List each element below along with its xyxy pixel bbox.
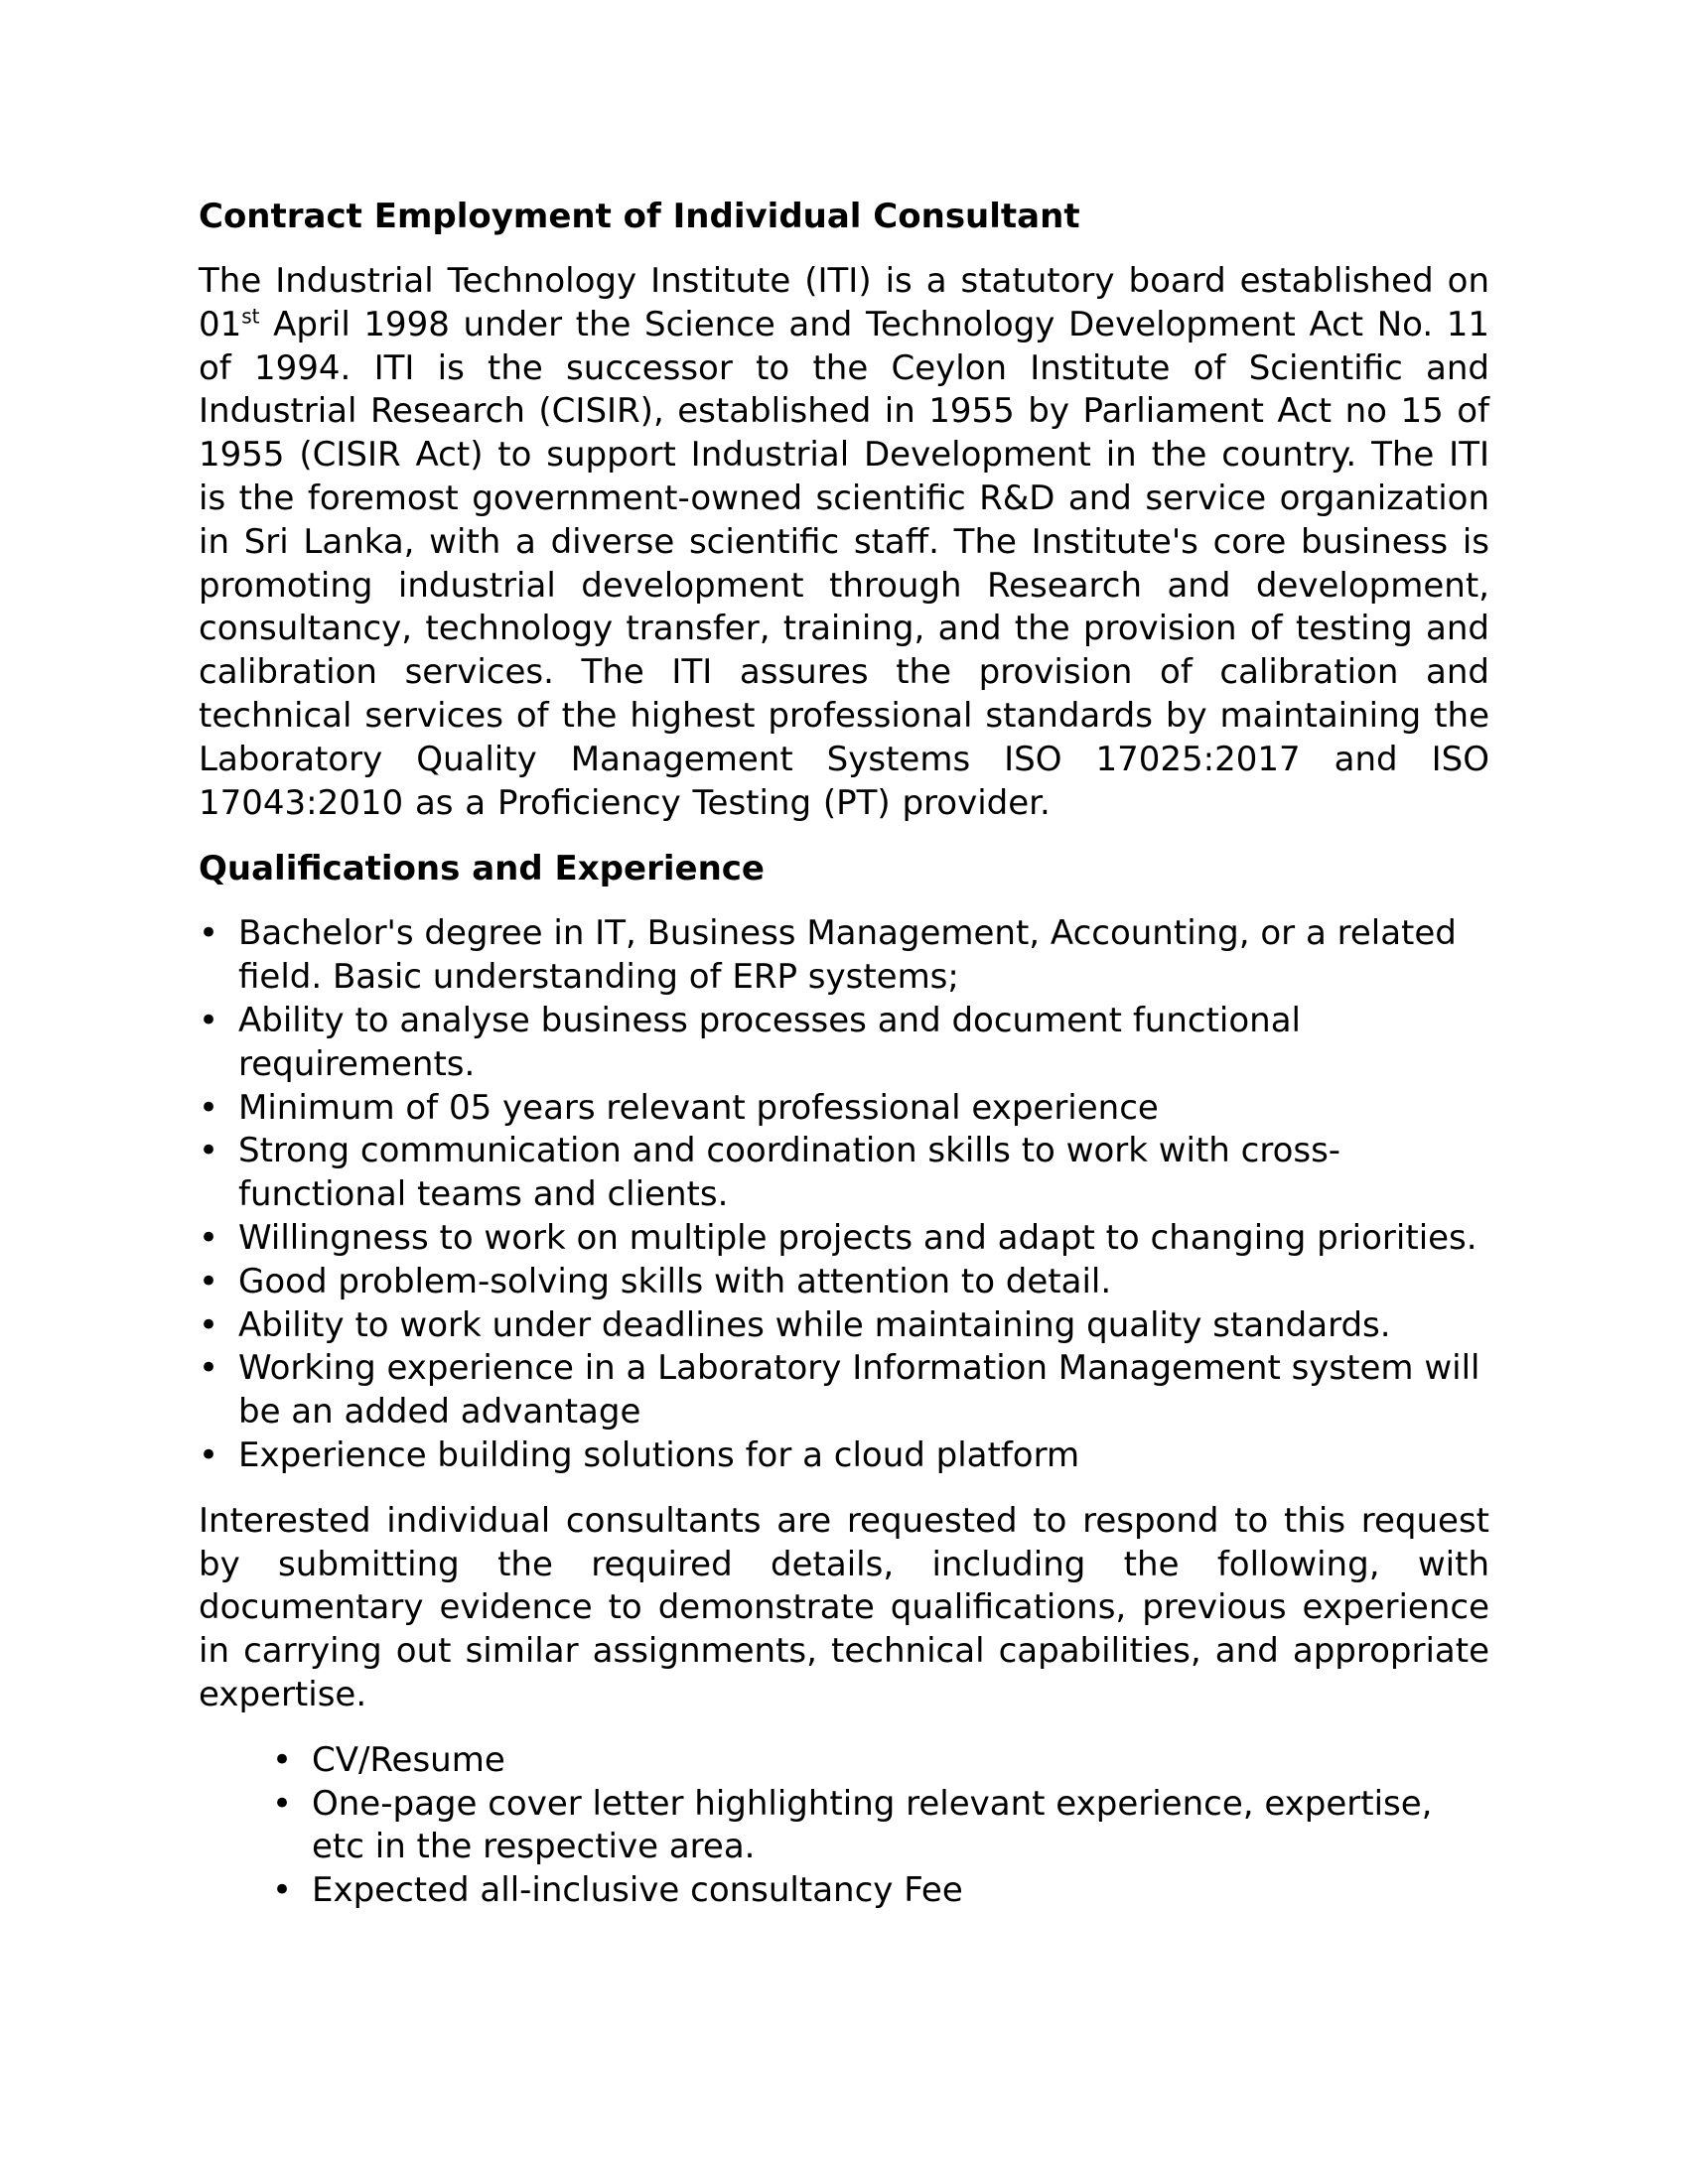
submission-list bbox=[199, 1739, 1489, 1913]
intro-ordinal: st bbox=[241, 304, 260, 329]
intro-rest: April 1998 under the Science and Technology Development Act No. 11 of 1994. ITI is the successor to the Ceylon Institute of Scientific and Industrial Research (CISIR), established in 1955 by Parliament Act no 15 of 1955 (CISIR Act) to support Industrial Development in the country. The ITI is the foremost government-owned scientific R&D and service organization in Sri Lanka, with a diverse scientific staff. The Institute's core business is promoting industrial development through Research and development, consultancy, technology transfer, training, and the provision of testing and calibration services. The ITI assures the provision of calibration and technical services of the highest professional standards by maintaining the Laboratory Quality Management Systems ISO 17025:2017 and ISO 17043:2010 as a Proficiency Testing (PT) provider. bbox=[199, 304, 1489, 823]
bullet-icon: • bbox=[272, 1739, 293, 1780]
list-item-text: Good problem-solving skills with attention to detail. bbox=[238, 1261, 1112, 1301]
list-item bbox=[199, 1217, 1489, 1261]
bullet-icon: • bbox=[199, 1434, 219, 1475]
list-item bbox=[272, 1783, 1489, 1870]
bullet-icon: • bbox=[199, 1217, 219, 1258]
bullet-icon: • bbox=[272, 1870, 293, 1911]
bullet-icon: • bbox=[199, 1304, 219, 1345]
list-item-text: Ability to analyse business processes and document functional requirements. bbox=[238, 1000, 1301, 1084]
list-item-text: Expected all-inclusive consultancy Fee bbox=[312, 1870, 963, 1911]
intro-first-line: The Industrial Technology Institute (ITI) is a statutory board established on bbox=[199, 261, 1489, 301]
list-item bbox=[199, 912, 1489, 1000]
list-item-text: Ability to work under deadlines while maintaining quality standards. bbox=[238, 1304, 1391, 1345]
list-item bbox=[199, 1130, 1489, 1217]
list-item bbox=[199, 1304, 1489, 1348]
list-item-text: Experience building solutions for a cloud platform bbox=[238, 1434, 1080, 1475]
bullet-icon: • bbox=[199, 1131, 219, 1171]
list-item bbox=[199, 1000, 1489, 1087]
qualifications-list bbox=[199, 912, 1489, 1477]
list-item bbox=[199, 1347, 1489, 1434]
request-paragraph: Interested individual consultants are requested to respond to this request by submitting the required details, including the following, with documentary evidence to demonstrate qualifications, previous experience in carrying out similar assignments, technical capabilities, and appropriate expertise. bbox=[199, 1500, 1489, 1714]
intro-paragraph bbox=[199, 260, 1489, 825]
bullet-icon: • bbox=[199, 1348, 219, 1389]
bullet-icon: • bbox=[199, 1000, 219, 1040]
list-item bbox=[199, 1434, 1489, 1478]
document-page bbox=[199, 195, 1489, 1935]
list-item-text: One-page cover letter highlighting relevant experience, expertise, etc in the respective area. bbox=[312, 1783, 1433, 1867]
list-item bbox=[272, 1739, 1489, 1783]
list-item-text: Strong communication and coordination skills to work with cross-functional teams and clients. bbox=[238, 1131, 1341, 1215]
list-item-text: Minimum of 05 years relevant professional experience bbox=[238, 1087, 1159, 1128]
list-item bbox=[272, 1869, 1489, 1913]
list-item-text: Bachelor's degree in IT, Business Management, Accounting, or a related field. Basic understanding of ERP systems; bbox=[238, 913, 1457, 998]
bullet-icon: • bbox=[199, 1087, 219, 1128]
list-item bbox=[199, 1087, 1489, 1131]
list-item-text: Working experience in a Laboratory Information Management system will be an added advantage bbox=[238, 1348, 1480, 1433]
list-item-text: CV/Resume bbox=[312, 1739, 505, 1780]
intro-day: 01 bbox=[199, 304, 242, 344]
bullet-icon: • bbox=[199, 913, 219, 954]
list-item bbox=[199, 1261, 1489, 1304]
bullet-icon: • bbox=[272, 1783, 293, 1824]
qualifications-heading: Qualifications and Experience bbox=[199, 849, 765, 889]
bullet-icon: • bbox=[199, 1261, 219, 1301]
document-title: Contract Employment of Individual Consultant bbox=[199, 197, 1080, 236]
list-item-text: Willingness to work on multiple projects and adapt to changing priorities. bbox=[238, 1217, 1477, 1258]
